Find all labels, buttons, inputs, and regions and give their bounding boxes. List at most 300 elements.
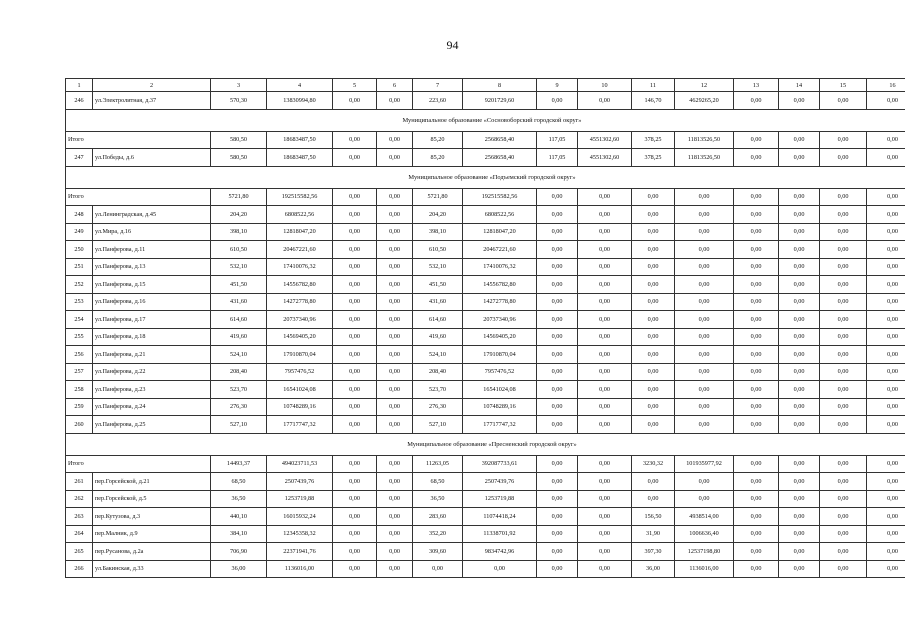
value-cell: 0,00 <box>867 525 905 543</box>
value-cell: 0,00 <box>820 149 867 167</box>
value-cell: 451,50 <box>413 276 463 294</box>
value-cell: 0,00 <box>578 508 632 526</box>
value-cell: 0,00 <box>632 206 675 224</box>
column-number: 10 <box>578 79 632 92</box>
value-cell: 117,05 <box>537 131 578 149</box>
table-row <box>66 490 905 508</box>
value-cell: 0,00 <box>578 560 632 578</box>
value-cell: 0,00 <box>333 473 377 491</box>
value-cell: 11263,05 <box>413 455 463 473</box>
value-cell: 31,90 <box>632 525 675 543</box>
value-cell: 0,00 <box>377 543 413 561</box>
address-cell: ул.Панферова, д.23 <box>93 381 211 399</box>
value-cell: 0,00 <box>377 346 413 364</box>
column-number: 5 <box>333 79 377 92</box>
table-row <box>66 258 905 276</box>
value-cell: 4551302,60 <box>578 149 632 167</box>
value-cell: 0,00 <box>675 381 734 399</box>
value-cell: 0,00 <box>632 346 675 364</box>
value-cell: 14272778,80 <box>267 293 333 311</box>
value-cell: 36,50 <box>413 490 463 508</box>
value-cell: 0,00 <box>867 543 905 561</box>
value-cell: 14556782,80 <box>267 276 333 294</box>
value-cell: 12818047,20 <box>267 223 333 241</box>
value-cell: 532,10 <box>413 258 463 276</box>
value-cell: 0,00 <box>537 206 578 224</box>
value-cell: 378,25 <box>632 131 675 149</box>
value-cell: 0,00 <box>537 398 578 416</box>
value-cell: 0,00 <box>578 293 632 311</box>
value-cell: 14272778,80 <box>463 293 537 311</box>
value-cell: 524,10 <box>211 346 267 364</box>
value-cell: 0,00 <box>734 473 779 491</box>
value-cell: 0,00 <box>578 381 632 399</box>
row-number: 254 <box>66 311 93 329</box>
value-cell: 0,00 <box>675 241 734 259</box>
value-cell: 0,00 <box>537 508 578 526</box>
value-cell: 0,00 <box>377 188 413 206</box>
section-title: Муниципальное образование «Пресненский городской округ» <box>66 433 905 455</box>
address-cell: пер.Русанова, д.2а <box>93 543 211 561</box>
address-cell: ул.Панферова, д.16 <box>93 293 211 311</box>
value-cell: 0,00 <box>734 149 779 167</box>
section-title: Муниципальное образование «Сосновоборский городской округ» <box>66 109 905 131</box>
value-cell: 0,00 <box>333 258 377 276</box>
value-cell: 0,00 <box>578 416 632 434</box>
row-number: 265 <box>66 543 93 561</box>
table-row <box>66 473 905 491</box>
value-cell: 0,00 <box>537 311 578 329</box>
value-cell: 0,00 <box>820 346 867 364</box>
value-cell: 0,00 <box>779 455 820 473</box>
value-cell: 0,00 <box>537 490 578 508</box>
value-cell: 0,00 <box>632 276 675 294</box>
value-cell: 0,00 <box>779 416 820 434</box>
value-cell: 0,00 <box>537 363 578 381</box>
value-cell: 0,00 <box>675 416 734 434</box>
value-cell: 1136016,00 <box>267 560 333 578</box>
value-cell: 0,00 <box>377 92 413 110</box>
value-cell: 0,00 <box>734 490 779 508</box>
value-cell: 0,00 <box>333 416 377 434</box>
value-cell: 580,50 <box>211 131 267 149</box>
value-cell: 0,00 <box>867 363 905 381</box>
value-cell: 0,00 <box>537 328 578 346</box>
value-cell: 0,00 <box>537 346 578 364</box>
value-cell: 0,00 <box>377 473 413 491</box>
value-cell: 0,00 <box>632 258 675 276</box>
value-cell: 0,00 <box>537 381 578 399</box>
value-cell: 706,90 <box>211 543 267 561</box>
value-cell: 0,00 <box>377 276 413 294</box>
total-label: Итого <box>66 455 211 473</box>
value-cell: 0,00 <box>675 258 734 276</box>
value-cell: 0,00 <box>333 328 377 346</box>
value-cell: 2568658,40 <box>463 131 537 149</box>
value-cell: 0,00 <box>779 398 820 416</box>
column-number: 16 <box>867 79 905 92</box>
value-cell: 398,10 <box>413 223 463 241</box>
column-number: 13 <box>734 79 779 92</box>
address-cell: ул.Бакинская, д.33 <box>93 560 211 578</box>
value-cell: 0,00 <box>537 276 578 294</box>
table-row <box>66 311 905 329</box>
value-cell: 0,00 <box>820 398 867 416</box>
row-number: 250 <box>66 241 93 259</box>
value-cell: 11338701,92 <box>463 525 537 543</box>
value-cell: 0,00 <box>867 311 905 329</box>
column-number: 1 <box>66 79 93 92</box>
value-cell: 0,00 <box>377 363 413 381</box>
row-number: 262 <box>66 490 93 508</box>
value-cell: 0,00 <box>820 241 867 259</box>
value-cell: 11813526,50 <box>675 149 734 167</box>
value-cell: 5721,80 <box>211 188 267 206</box>
value-cell: 580,50 <box>211 149 267 167</box>
value-cell: 0,00 <box>377 131 413 149</box>
value-cell: 17910870,04 <box>463 346 537 364</box>
value-cell: 36,50 <box>211 490 267 508</box>
value-cell: 0,00 <box>333 206 377 224</box>
value-cell: 0,00 <box>333 543 377 561</box>
value-cell: 614,60 <box>211 311 267 329</box>
value-cell: 0,00 <box>779 346 820 364</box>
value-cell: 0,00 <box>377 381 413 399</box>
address-cell: ул.Панферова, д.25 <box>93 416 211 434</box>
section-row <box>66 166 905 188</box>
address-cell: ул.Ленинградская, д.45 <box>93 206 211 224</box>
value-cell: 0,00 <box>377 328 413 346</box>
value-cell: 68,50 <box>211 473 267 491</box>
value-cell: 0,00 <box>779 258 820 276</box>
value-cell: 0,00 <box>675 490 734 508</box>
value-cell: 0,00 <box>820 131 867 149</box>
value-cell: 36,00 <box>632 560 675 578</box>
value-cell: 0,00 <box>867 241 905 259</box>
value-cell: 527,10 <box>211 416 267 434</box>
value-cell: 0,00 <box>333 455 377 473</box>
section-row <box>66 109 905 131</box>
value-cell: 0,00 <box>867 131 905 149</box>
value-cell: 117,05 <box>537 149 578 167</box>
value-cell: 0,00 <box>537 223 578 241</box>
value-cell: 9834742,96 <box>463 543 537 561</box>
value-cell: 13830994,80 <box>267 92 333 110</box>
table-row <box>66 416 905 434</box>
value-cell: 16541024,08 <box>267 381 333 399</box>
value-cell: 0,00 <box>734 346 779 364</box>
address-cell: пер.Горсейской, д.5 <box>93 490 211 508</box>
value-cell: 0,00 <box>578 543 632 561</box>
total-label: Итого <box>66 188 211 206</box>
value-cell: 1253719,88 <box>463 490 537 508</box>
value-cell: 397,30 <box>632 543 675 561</box>
value-cell: 0,00 <box>333 311 377 329</box>
value-cell: 0,00 <box>377 560 413 578</box>
value-cell: 0,00 <box>578 258 632 276</box>
value-cell: 0,00 <box>779 543 820 561</box>
value-cell: 0,00 <box>734 560 779 578</box>
value-cell: 276,30 <box>211 398 267 416</box>
value-cell: 85,20 <box>413 149 463 167</box>
value-cell: 17410076,32 <box>267 258 333 276</box>
row-number: 248 <box>66 206 93 224</box>
value-cell: 398,10 <box>211 223 267 241</box>
value-cell: 0,00 <box>333 241 377 259</box>
value-cell: 0,00 <box>537 416 578 434</box>
value-cell: 0,00 <box>377 223 413 241</box>
address-cell: ул.Электролитная, д.37 <box>93 92 211 110</box>
address-cell: ул.Панферова, д.18 <box>93 328 211 346</box>
value-cell: 0,00 <box>632 416 675 434</box>
value-cell: 419,60 <box>413 328 463 346</box>
value-cell: 17717747,32 <box>463 416 537 434</box>
value-cell: 85,20 <box>413 131 463 149</box>
value-cell: 208,40 <box>413 363 463 381</box>
value-cell: 276,30 <box>413 398 463 416</box>
address-cell: пер.Малник, д.9 <box>93 525 211 543</box>
value-cell: 0,00 <box>867 490 905 508</box>
value-cell: 0,00 <box>779 363 820 381</box>
value-cell: 0,00 <box>377 416 413 434</box>
value-cell: 0,00 <box>734 455 779 473</box>
row-number: 252 <box>66 276 93 294</box>
value-cell: 0,00 <box>632 241 675 259</box>
value-cell: 6808522,56 <box>463 206 537 224</box>
value-cell: 101935977,92 <box>675 455 734 473</box>
value-cell: 12345358,32 <box>267 525 333 543</box>
value-cell: 527,10 <box>413 416 463 434</box>
value-cell: 20737340,96 <box>267 311 333 329</box>
value-cell: 0,00 <box>779 241 820 259</box>
value-cell: 0,00 <box>675 223 734 241</box>
value-cell: 0,00 <box>734 508 779 526</box>
value-cell: 0,00 <box>779 223 820 241</box>
value-cell: 0,00 <box>820 223 867 241</box>
value-cell: 0,00 <box>867 398 905 416</box>
value-cell: 0,00 <box>333 131 377 149</box>
value-cell: 1253719,88 <box>267 490 333 508</box>
value-cell: 16015932,24 <box>267 508 333 526</box>
value-cell: 0,00 <box>632 223 675 241</box>
value-cell: 0,00 <box>734 258 779 276</box>
address-cell: ул.Панферова, д.11 <box>93 241 211 259</box>
value-cell: 0,00 <box>779 92 820 110</box>
value-cell: 0,00 <box>632 398 675 416</box>
value-cell: 0,00 <box>867 473 905 491</box>
value-cell: 0,00 <box>820 381 867 399</box>
value-cell: 0,00 <box>537 92 578 110</box>
value-cell: 0,00 <box>377 241 413 259</box>
table-row <box>66 346 905 364</box>
value-cell: 0,00 <box>377 508 413 526</box>
value-cell: 0,00 <box>820 473 867 491</box>
value-cell: 0,00 <box>377 293 413 311</box>
value-cell: 0,00 <box>867 92 905 110</box>
value-cell: 0,00 <box>734 328 779 346</box>
value-cell: 0,00 <box>734 398 779 416</box>
column-number: 9 <box>537 79 578 92</box>
value-cell: 0,00 <box>377 258 413 276</box>
value-cell: 0,00 <box>632 490 675 508</box>
value-cell: 0,00 <box>578 276 632 294</box>
value-cell: 0,00 <box>675 473 734 491</box>
value-cell: 0,00 <box>734 311 779 329</box>
value-cell: 6808522,56 <box>267 206 333 224</box>
value-cell: 156,50 <box>632 508 675 526</box>
value-cell: 36,00 <box>211 560 267 578</box>
address-cell: ул.Мира, д.16 <box>93 223 211 241</box>
row-number: 247 <box>66 149 93 167</box>
address-cell: ул.Панферова, д.17 <box>93 311 211 329</box>
value-cell: 0,00 <box>578 455 632 473</box>
value-cell: 0,00 <box>537 473 578 491</box>
value-cell: 0,00 <box>632 328 675 346</box>
value-cell: 0,00 <box>779 188 820 206</box>
value-cell: 0,00 <box>734 223 779 241</box>
value-cell: 0,00 <box>779 560 820 578</box>
value-cell: 0,00 <box>779 311 820 329</box>
column-number: 6 <box>377 79 413 92</box>
value-cell: 0,00 <box>820 258 867 276</box>
value-cell: 0,00 <box>779 381 820 399</box>
value-cell: 0,00 <box>578 363 632 381</box>
value-cell: 0,00 <box>578 525 632 543</box>
value-cell: 0,00 <box>867 381 905 399</box>
value-cell: 0,00 <box>734 131 779 149</box>
value-cell: 0,00 <box>734 381 779 399</box>
value-cell: 0,00 <box>578 223 632 241</box>
value-cell: 0,00 <box>820 293 867 311</box>
value-cell: 12818047,20 <box>463 223 537 241</box>
value-cell: 10748289,16 <box>463 398 537 416</box>
value-cell: 68,50 <box>413 473 463 491</box>
value-cell: 11074418,24 <box>463 508 537 526</box>
value-cell: 0,00 <box>413 560 463 578</box>
value-cell: 17910870,04 <box>267 346 333 364</box>
value-cell: 10748289,16 <box>267 398 333 416</box>
value-cell: 0,00 <box>377 149 413 167</box>
value-cell: 0,00 <box>377 490 413 508</box>
table-row <box>66 381 905 399</box>
value-cell: 0,00 <box>632 473 675 491</box>
value-cell: 2568658,40 <box>463 149 537 167</box>
value-cell: 283,60 <box>413 508 463 526</box>
value-cell: 0,00 <box>675 276 734 294</box>
value-cell: 20737340,96 <box>463 311 537 329</box>
value-cell: 0,00 <box>779 149 820 167</box>
value-cell: 0,00 <box>867 416 905 434</box>
value-cell: 0,00 <box>820 455 867 473</box>
row-number: 249 <box>66 223 93 241</box>
value-cell: 451,50 <box>211 276 267 294</box>
total-row <box>66 188 905 206</box>
column-number-row <box>66 79 905 92</box>
table-row <box>66 508 905 526</box>
value-cell: 0,00 <box>632 311 675 329</box>
column-number: 15 <box>820 79 867 92</box>
value-cell: 0,00 <box>867 455 905 473</box>
section-title: Муниципальное образование «Подъемский городской округ» <box>66 166 905 188</box>
value-cell: 0,00 <box>867 293 905 311</box>
value-cell: 204,20 <box>211 206 267 224</box>
table-row <box>66 223 905 241</box>
value-cell: 192515582,56 <box>267 188 333 206</box>
value-cell: 204,20 <box>413 206 463 224</box>
value-cell: 0,00 <box>675 293 734 311</box>
value-cell: 0,00 <box>820 508 867 526</box>
value-cell: 0,00 <box>820 311 867 329</box>
table-row <box>66 543 905 561</box>
value-cell: 0,00 <box>675 328 734 346</box>
column-number: 8 <box>463 79 537 92</box>
value-cell: 0,00 <box>734 543 779 561</box>
value-cell: 0,00 <box>578 188 632 206</box>
value-cell: 18683487,50 <box>267 149 333 167</box>
value-cell: 0,00 <box>734 293 779 311</box>
address-cell: ул.Панферова, д.13 <box>93 258 211 276</box>
value-cell: 384,10 <box>211 525 267 543</box>
value-cell: 0,00 <box>734 363 779 381</box>
page-number: 94 <box>446 38 459 52</box>
value-cell: 523,70 <box>413 381 463 399</box>
value-cell: 610,50 <box>211 241 267 259</box>
value-cell: 0,00 <box>734 241 779 259</box>
value-cell: 610,50 <box>413 241 463 259</box>
address-cell: ул.Панферова, д.22 <box>93 363 211 381</box>
value-cell: 0,00 <box>333 363 377 381</box>
value-cell: 7957476,52 <box>267 363 333 381</box>
value-cell: 524,10 <box>413 346 463 364</box>
value-cell: 14569405,20 <box>463 328 537 346</box>
value-cell: 18683487,50 <box>267 131 333 149</box>
value-cell: 0,00 <box>578 473 632 491</box>
total-label: Итого <box>66 131 211 149</box>
value-cell: 0,00 <box>820 363 867 381</box>
value-cell: 0,00 <box>578 241 632 259</box>
value-cell: 5721,80 <box>413 188 463 206</box>
row-number: 256 <box>66 346 93 364</box>
value-cell: 0,00 <box>779 508 820 526</box>
value-cell: 0,00 <box>377 398 413 416</box>
value-cell: 0,00 <box>675 311 734 329</box>
value-cell: 0,00 <box>820 328 867 346</box>
value-cell: 0,00 <box>779 328 820 346</box>
value-cell: 4551302,60 <box>578 131 632 149</box>
value-cell: 9201729,60 <box>463 92 537 110</box>
value-cell: 0,00 <box>333 346 377 364</box>
value-cell: 0,00 <box>578 490 632 508</box>
value-cell: 0,00 <box>867 346 905 364</box>
value-cell: 494023711,53 <box>267 455 333 473</box>
row-number: 251 <box>66 258 93 276</box>
value-cell: 0,00 <box>734 416 779 434</box>
row-number: 266 <box>66 560 93 578</box>
column-number: 7 <box>413 79 463 92</box>
value-cell: 0,00 <box>578 206 632 224</box>
value-cell: 11813526,50 <box>675 131 734 149</box>
value-cell: 0,00 <box>537 455 578 473</box>
value-cell: 0,00 <box>867 206 905 224</box>
total-row <box>66 131 905 149</box>
value-cell: 0,00 <box>333 188 377 206</box>
address-cell: ул.Панферова, д.24 <box>93 398 211 416</box>
value-cell: 309,60 <box>413 543 463 561</box>
value-cell: 0,00 <box>820 490 867 508</box>
value-cell: 0,00 <box>867 188 905 206</box>
value-cell: 0,00 <box>578 398 632 416</box>
value-cell: 0,00 <box>333 525 377 543</box>
